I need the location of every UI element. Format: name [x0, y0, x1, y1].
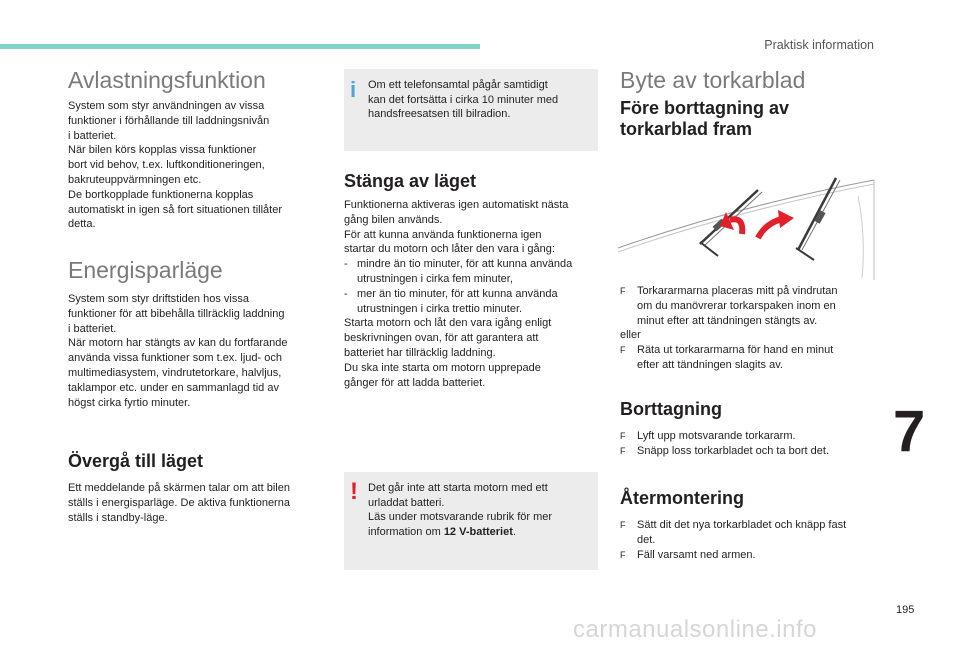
removal-steps [620, 429, 878, 459]
header-accent-bar [0, 44, 480, 49]
bullet-item: F Snäpp loss torkarbladet och ta bort det. [620, 444, 830, 457]
refit-steps [620, 518, 878, 562]
arrow-lift-right-icon [758, 210, 794, 238]
warning-note-text: Det går inte att starta motorn med ett urladdat batteri. Läs under motsvarande rubrik för mer information om 12 V-batteriet. [368, 482, 553, 538]
paragraph-stanga-av: Funktionerna aktiveras igen automatiskt nästa gång bilen används. För att kunna använda funktionerna igen startar du motorn och låter den vara i gång: - mindre än tio minuter, för att kunna använda utrustningen i cirka fem minuter, - mer än tio minuter, för att kunna använda utrustningen i cirka trettio minuter. Starta motorn och låt den vara igång enligt beskrivningen ovan, för att garantera att batteriet har tillräcklig laddning. Du ska inte starta om motorn upprepade gånger för att ladda batteriet. [344, 198, 600, 390]
warning-note [344, 472, 598, 570]
page-number: 195 [896, 604, 915, 616]
dash-item: - mer än tio minuter, för att kunna använda utrustningen i cirka trettio minuter. [344, 287, 558, 315]
info-icon: i [350, 77, 357, 102]
paragraph-energisparlage: System som styr driftstiden hos vissa funktioner för att bibehålla tillräcklig laddning i batteriet. När motorn har stängts av kan du fortfarande använda vissa funktioner som t.ex. ljud- och multimediasystem, vindrutetorkare, halvljus, taklampor etc. under en sammanlagd tid av högst cirka fyrtio minuter. [68, 293, 288, 409]
wiper-position-instructions [620, 284, 878, 373]
bullet-item: F Sätt dit det nya torkarbladet och knäpp fast det. [620, 519, 847, 546]
bullet-item: F Räta ut torkararmarna för hand en minut efter att tändningen slagits av. [620, 344, 834, 371]
paragraph-overga: Ett meddelande på skärmen talar om att bilen ställs i energisparläge. De aktiva funktionerna ställs i standby-läge. [68, 482, 290, 524]
heading-byte-av-torkarblad: Byte av torkarblad [620, 67, 806, 93]
bullet-item: F Lyft upp motsvarande torkararm. [620, 430, 796, 442]
battery-reference: 12 V-batteriet [443, 525, 513, 538]
warning-icon: ! [350, 478, 358, 505]
section-title: Praktisk information [764, 38, 874, 52]
chapter-number: 7 [893, 399, 926, 464]
watermark: carmanualsonline.info [573, 616, 817, 643]
bullet-item: F Torkararmarna placeras mitt på vindrutan om du manövrerar torkarspaken inom en minut efter att tändningen stängts av. [620, 285, 838, 327]
heading-energisparlage: Energisparläge [68, 257, 223, 283]
heading-atermontering: Återmontering [620, 488, 745, 508]
paragraph-avlastning: System som styr användningen av vissa funktioner i förhållande till laddningsnivån i batteriet. När bilen körs kopplas vissa funktioner bort vid behov, t.ex. luftkonditioneringen, bakruteuppvärmningen etc. De bortkopplade funktionerna kopplas automatiskt in igen så fort situationen tillåter detta. [68, 100, 283, 231]
or-label: eller [620, 329, 641, 342]
windshield-icon [618, 180, 874, 280]
info-note-text: Om ett telefonsamtal pågår samtidigt kan det fortsätta i cirka 10 minuter med handsfreesatsen till bilradion. [368, 79, 559, 120]
dash-item: - mindre än tio minuter, för att kunna använda utrustningen i cirka fem minuter, [344, 258, 573, 285]
heading-avlastningsfunktion: Avlastningsfunktion [68, 67, 266, 93]
heading-stanga-av-laget: Stänga av läget [344, 171, 477, 191]
bullet-item: F Fäll varsamt ned armen. [620, 548, 756, 561]
wiper-illustration [618, 176, 876, 280]
info-note [344, 69, 598, 151]
wiper-arm-right-icon [796, 178, 840, 260]
heading-fore-borttagning: Före borttagning av torkarblad fram [620, 98, 790, 139]
heading-borttagning: Borttagning [620, 399, 722, 419]
heading-overga-till-laget: Övergå till läget [68, 451, 204, 471]
